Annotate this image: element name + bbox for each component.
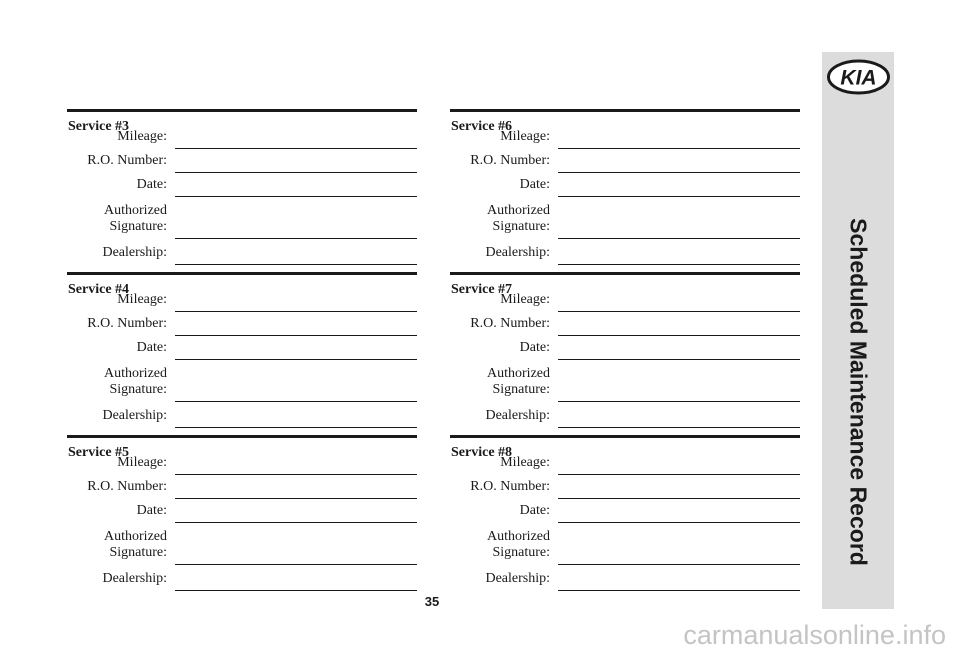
date-field — [450, 340, 800, 360]
mileage-line — [558, 474, 800, 475]
page-number: 35 — [424, 594, 440, 609]
signature-label: Authorized Signature: — [487, 366, 550, 397]
dealership-label: Dealership: — [485, 571, 550, 586]
mileage-label: Mileage: — [500, 129, 550, 144]
ro-number-line — [558, 498, 800, 499]
ro-number-line — [558, 172, 800, 173]
mileage-field — [450, 455, 800, 475]
date-field — [450, 503, 800, 523]
date-line — [175, 359, 417, 360]
signature-field — [450, 204, 800, 239]
dealership-field — [67, 571, 417, 591]
mileage-field — [450, 292, 800, 312]
dealership-line — [175, 427, 417, 428]
ro-number-field — [67, 153, 417, 173]
ro-number-label: R.O. Number: — [87, 316, 167, 331]
signature-line — [175, 238, 417, 239]
signature-field — [450, 530, 800, 565]
mileage-label: Mileage: — [117, 292, 167, 307]
mileage-label: Mileage: — [117, 455, 167, 470]
date-line — [558, 196, 800, 197]
ro-number-field — [450, 479, 800, 499]
logo-text: KIA — [840, 66, 877, 90]
ro-number-label: R.O. Number: — [87, 153, 167, 168]
date-label: Date: — [519, 177, 550, 192]
service-title: Service #5 — [68, 445, 130, 460]
date-label: Date: — [519, 340, 550, 355]
ro-number-line — [558, 335, 800, 336]
dealership-label: Dealership: — [485, 245, 550, 260]
signature-field — [67, 530, 417, 565]
signature-label: Authorized Signature: — [487, 529, 550, 560]
dealership-line — [558, 264, 800, 265]
service-block-8 — [450, 435, 800, 595]
date-field — [67, 503, 417, 523]
date-line — [558, 522, 800, 523]
mileage-field — [67, 455, 417, 475]
service-title: Service #6 — [451, 119, 513, 134]
ro-number-line — [175, 498, 417, 499]
mileage-line — [175, 474, 417, 475]
date-label: Date: — [136, 340, 167, 355]
dealership-field — [67, 408, 417, 428]
signature-line — [558, 564, 800, 565]
ro-number-label: R.O. Number: — [87, 479, 167, 494]
date-label: Date: — [136, 503, 167, 518]
ro-number-field — [67, 316, 417, 336]
dealership-field — [450, 408, 800, 428]
dealership-line — [558, 427, 800, 428]
dealership-label: Dealership: — [102, 408, 167, 423]
signature-label: Authorized Signature: — [104, 203, 167, 234]
mileage-field — [67, 129, 417, 149]
ro-number-line — [175, 335, 417, 336]
signature-label: Authorized Signature: — [487, 203, 550, 234]
kia-logo-icon — [826, 58, 891, 96]
signature-line — [558, 401, 800, 402]
signature-field — [450, 367, 800, 402]
service-block-7 — [450, 272, 800, 432]
service-block-3 — [67, 109, 417, 269]
date-field — [67, 340, 417, 360]
mileage-line — [175, 311, 417, 312]
section-sidebar — [822, 52, 894, 609]
mileage-field — [67, 292, 417, 312]
signature-field — [67, 204, 417, 239]
ro-number-label: R.O. Number: — [470, 316, 550, 331]
dealership-field — [450, 245, 800, 265]
dealership-line — [175, 264, 417, 265]
mileage-field — [450, 129, 800, 149]
service-title: Service #3 — [68, 119, 130, 134]
service-block-4 — [67, 272, 417, 432]
left-column — [67, 109, 417, 598]
date-line — [558, 359, 800, 360]
date-label: Date: — [519, 503, 550, 518]
ro-number-line — [175, 172, 417, 173]
signature-line — [558, 238, 800, 239]
section-title: Scheduled Maintenance Record — [845, 218, 872, 566]
mileage-line — [558, 148, 800, 149]
service-block-6 — [450, 109, 800, 269]
ro-number-field — [450, 316, 800, 336]
ro-number-label: R.O. Number: — [470, 479, 550, 494]
date-label: Date: — [136, 177, 167, 192]
date-line — [175, 522, 417, 523]
service-title: Service #4 — [68, 282, 130, 297]
service-block-5 — [67, 435, 417, 595]
ro-number-field — [67, 479, 417, 499]
mileage-label: Mileage: — [117, 129, 167, 144]
dealership-field — [450, 571, 800, 591]
service-title: Service #7 — [451, 282, 513, 297]
mileage-label: Mileage: — [500, 455, 550, 470]
right-column — [450, 109, 800, 598]
dealership-field — [67, 245, 417, 265]
signature-field — [67, 367, 417, 402]
dealership-label: Dealership: — [102, 571, 167, 586]
mileage-line — [175, 148, 417, 149]
date-line — [175, 196, 417, 197]
mileage-label: Mileage: — [500, 292, 550, 307]
dealership-line — [175, 590, 417, 591]
date-field — [450, 177, 800, 197]
date-field — [67, 177, 417, 197]
signature-line — [175, 401, 417, 402]
dealership-label: Dealership: — [102, 245, 167, 260]
dealership-label: Dealership: — [485, 408, 550, 423]
signature-label: Authorized Signature: — [104, 529, 167, 560]
watermark: carmanualsonline.info — [683, 620, 946, 650]
dealership-line — [558, 590, 800, 591]
service-title: Service #8 — [451, 445, 513, 460]
ro-number-field — [450, 153, 800, 173]
signature-label: Authorized Signature: — [104, 366, 167, 397]
mileage-line — [558, 311, 800, 312]
signature-line — [175, 564, 417, 565]
ro-number-label: R.O. Number: — [470, 153, 550, 168]
